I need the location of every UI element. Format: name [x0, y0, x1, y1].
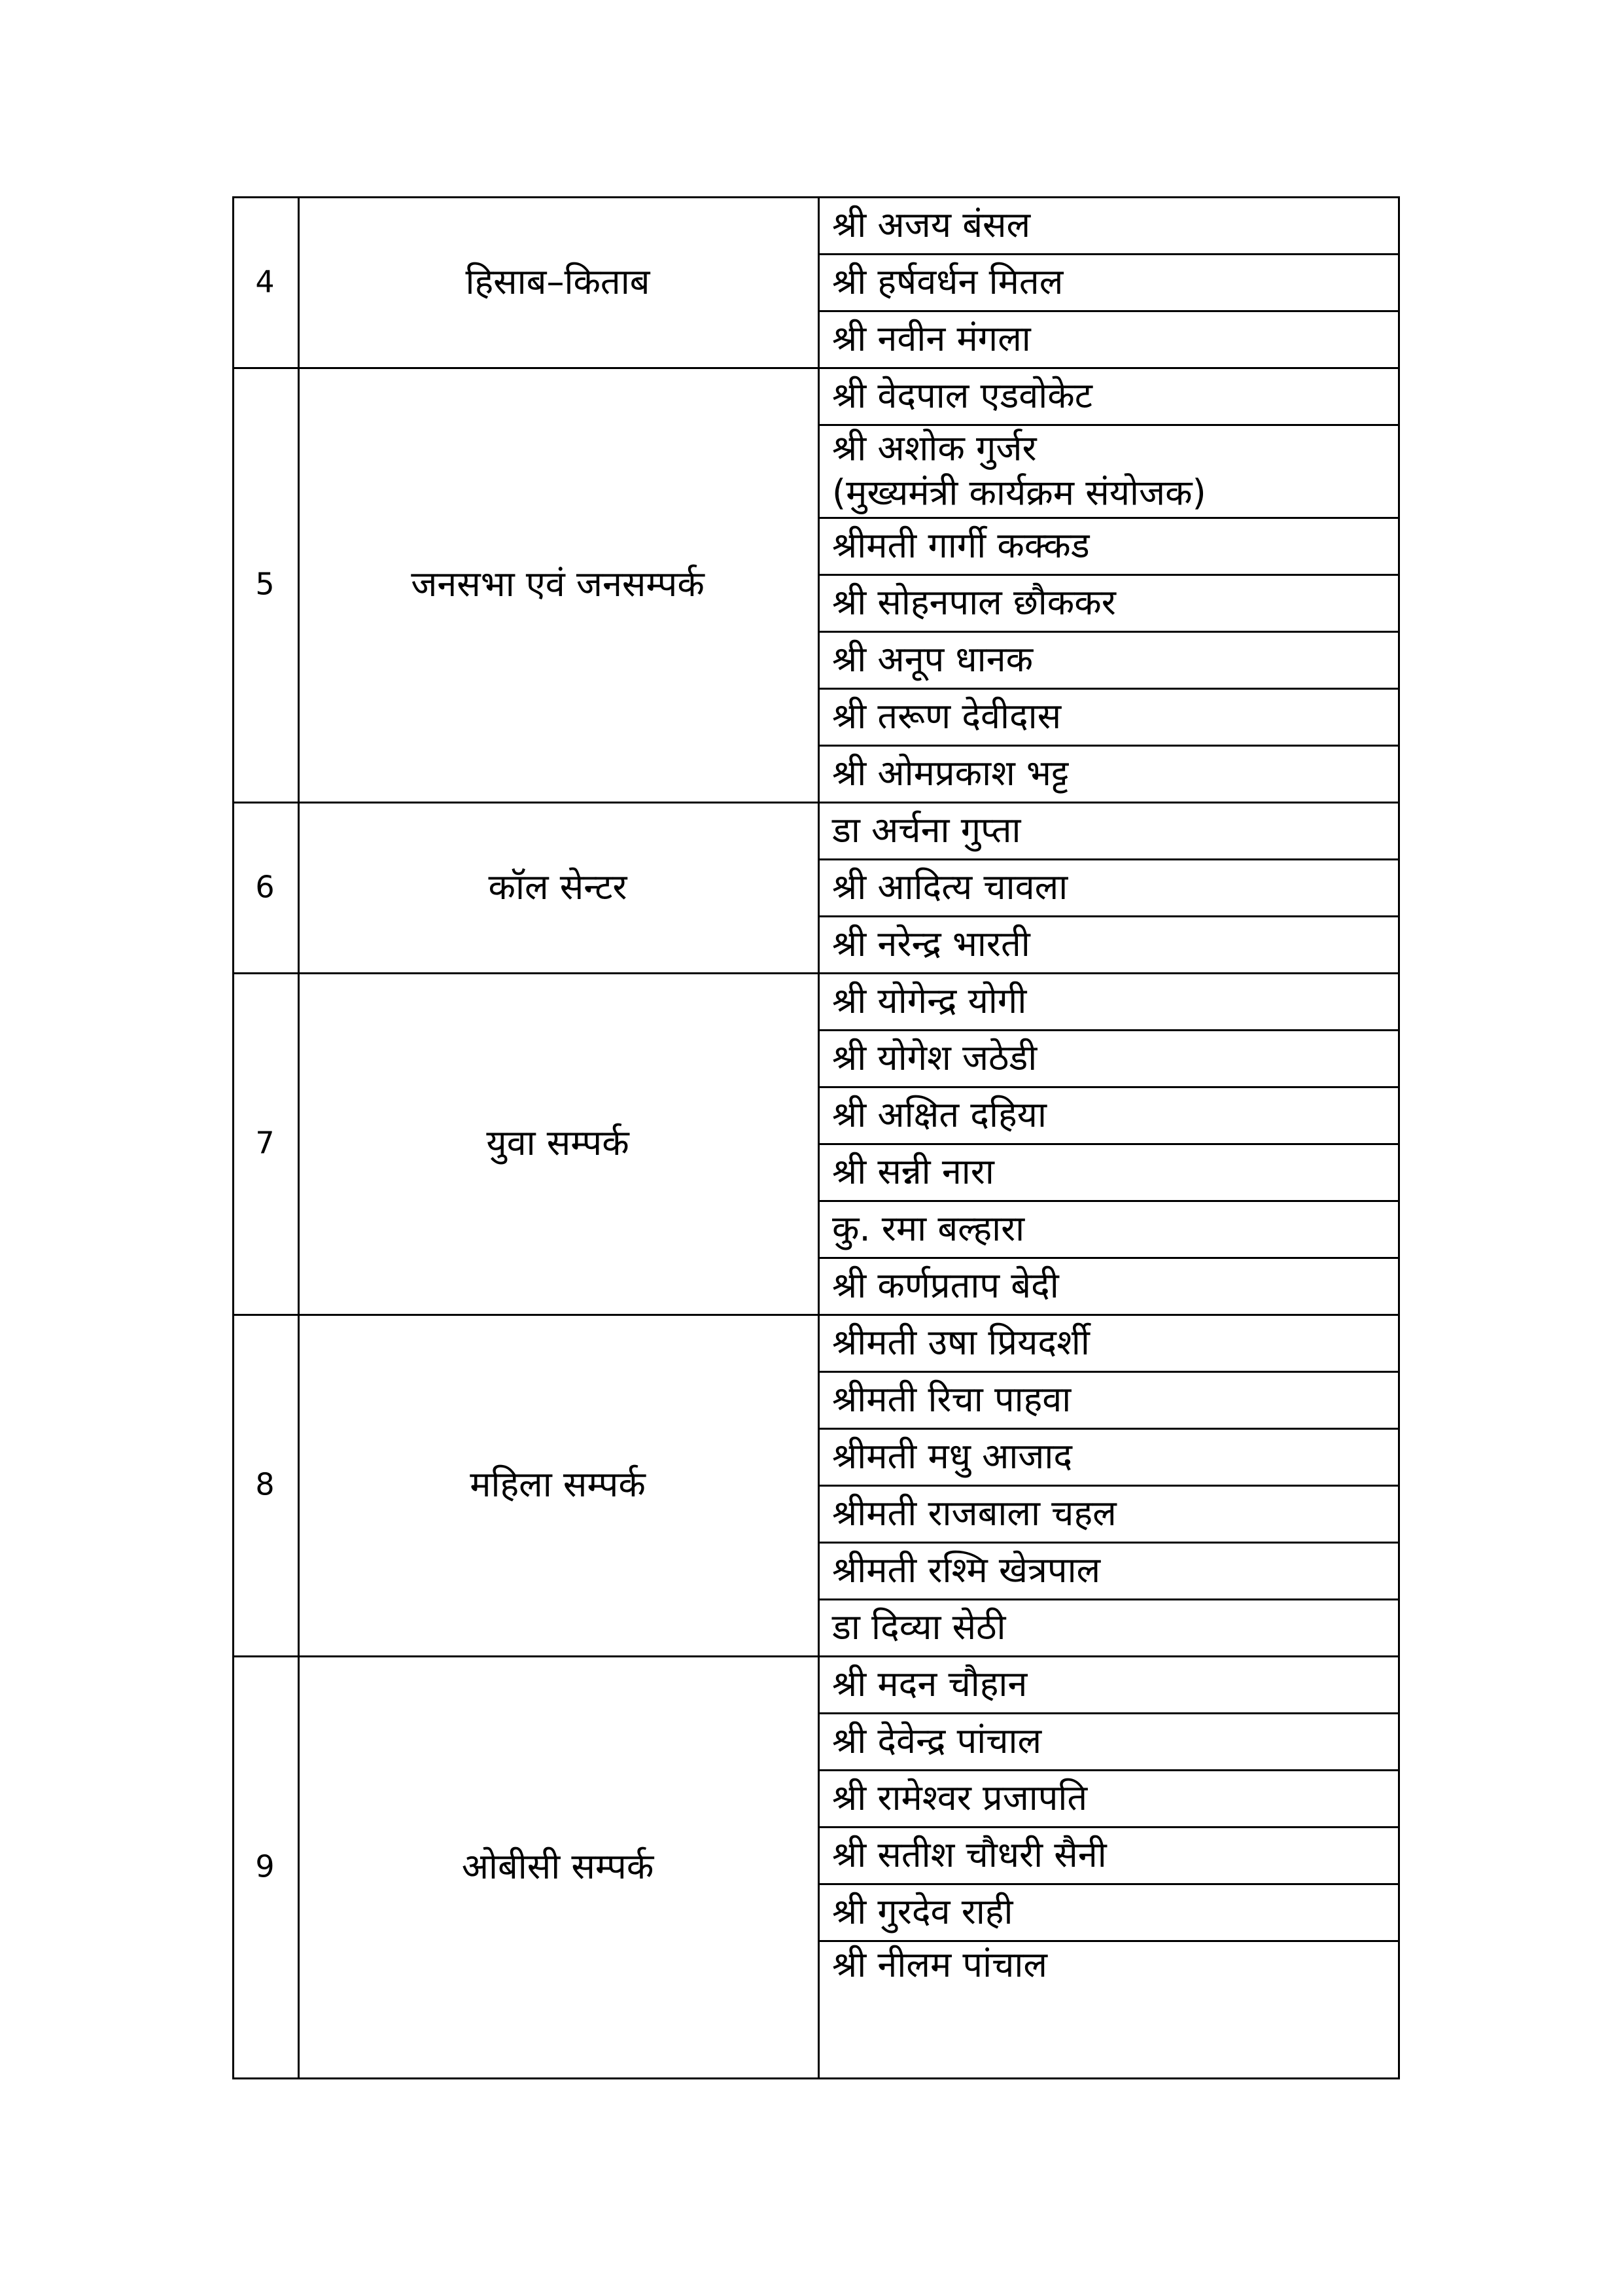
member-name: कु. रमा बल्हारा — [832, 1207, 1025, 1249]
group-category: जनसभा एवं जनसम्पर्क — [411, 563, 705, 605]
member-name: श्रीमती गार्गी कक्कड — [832, 524, 1090, 566]
table-border-horizontal — [232, 196, 1400, 198]
member-name: श्री आदित्य चावला — [832, 866, 1068, 908]
table-border-horizontal — [818, 915, 1400, 917]
group-number: 7 — [255, 1125, 275, 1161]
table-border-horizontal — [818, 1371, 1400, 1373]
table-border-horizontal — [232, 2077, 1400, 2079]
member-name: श्री रामेश्वर प्रजापति — [832, 1776, 1088, 1818]
table-border-horizontal — [818, 574, 1400, 576]
table-border-horizontal — [818, 1257, 1400, 1259]
table-border-horizontal — [818, 688, 1400, 690]
table-border-horizontal — [232, 1314, 1400, 1316]
member-name: श्री अक्षित दहिया — [832, 1093, 1047, 1135]
member-name: श्री ओमप्रकाश भट्ट — [832, 752, 1069, 794]
table-border-horizontal — [818, 517, 1400, 519]
table-border-horizontal — [818, 1769, 1400, 1771]
table-border-horizontal — [818, 1542, 1400, 1544]
group-number: 9 — [255, 1848, 275, 1884]
member-name: श्रीमती मधु आजाद — [832, 1435, 1073, 1477]
table-border-horizontal — [818, 1883, 1400, 1885]
table-border-horizontal — [232, 972, 1400, 974]
table-border-horizontal — [818, 1029, 1400, 1031]
member-name: श्रीमती राजबाला चहल — [832, 1492, 1117, 1534]
table-border-vertical — [232, 196, 234, 2079]
table-border-horizontal — [818, 858, 1400, 860]
member-name: श्री गुरदेव राही — [832, 1890, 1013, 1932]
member-name: श्री योगेश जठेडी — [832, 1036, 1038, 1078]
member-name: श्री तरूण देवीदास — [832, 695, 1062, 737]
table-border-horizontal — [818, 1712, 1400, 1714]
table-border-horizontal — [818, 1598, 1400, 1600]
member-name: श्री देवेन्द्र पांचाल — [832, 1720, 1042, 1761]
member-name: श्री अजय बंसल — [832, 203, 1031, 245]
member-name: श्री नरेन्द्र भारती — [832, 923, 1030, 964]
group-category: हिसाब–किताब — [465, 260, 650, 302]
table-border-vertical — [818, 196, 820, 2079]
member-name: डा अर्चना गुप्ता — [832, 809, 1021, 851]
member-name: श्री सोहनपाल छौककर — [832, 581, 1116, 623]
member-name: श्री योगेन्द्र योगी — [832, 980, 1027, 1021]
member-name: श्री सतीश चौधरी सैनी — [832, 1833, 1107, 1875]
table-border-horizontal — [818, 745, 1400, 747]
group-number: 4 — [255, 264, 275, 300]
table-border-vertical — [1398, 196, 1400, 2079]
table-border-horizontal — [818, 1826, 1400, 1828]
group-category: कॉल सेन्टर — [488, 866, 627, 908]
member-name: श्री मदन चौहान — [832, 1663, 1028, 1704]
member-name: श्री वेदपाल एडवोकेट — [832, 374, 1092, 416]
member-name: श्री सन्नी नारा — [832, 1150, 994, 1192]
member-name: श्री अशोक गुर्जर (मुख्यमंत्री कार्यक्रम संयोजक) — [832, 427, 1206, 513]
table-border-horizontal — [232, 1655, 1400, 1657]
member-name: श्री नवीन मंगला — [832, 317, 1031, 359]
table-border-vertical — [298, 196, 300, 2079]
table-border-horizontal — [232, 802, 1400, 804]
table-border-horizontal — [818, 1086, 1400, 1088]
member-name: श्रीमती रिचा पाहवा — [832, 1378, 1072, 1420]
table-border-horizontal — [818, 1200, 1400, 1202]
member-name: डा दिव्या सेठी — [832, 1606, 1006, 1648]
table-border-horizontal — [818, 1143, 1400, 1145]
group-number: 6 — [255, 869, 275, 905]
group-number: 8 — [255, 1466, 275, 1502]
member-name: श्री हर्षवर्धन मितल — [832, 260, 1064, 302]
table-border-horizontal — [818, 1428, 1400, 1430]
group-number: 5 — [255, 566, 275, 602]
table-border-horizontal — [818, 310, 1400, 312]
table-border-horizontal — [818, 1485, 1400, 1487]
table-border-horizontal — [818, 253, 1400, 255]
group-category: युवा सम्पर्क — [486, 1122, 629, 1163]
group-category: महिला सम्पर्क — [470, 1463, 646, 1505]
table-border-horizontal — [818, 631, 1400, 633]
member-name: श्रीमती रश्मि खेत्रपाल — [832, 1549, 1101, 1591]
table-border-horizontal — [818, 1940, 1400, 1942]
group-category: ओबीसी सम्पर्क — [461, 1845, 654, 1887]
member-name: श्री अनूप धानक — [832, 638, 1034, 680]
member-name: श्री कर्णप्रताप बेदी — [832, 1264, 1059, 1306]
member-name: श्रीमती उषा प्रियदर्शी — [832, 1321, 1090, 1363]
table-border-horizontal — [232, 367, 1400, 369]
member-name: श्री नीलम पांचाल — [832, 1943, 1047, 1985]
